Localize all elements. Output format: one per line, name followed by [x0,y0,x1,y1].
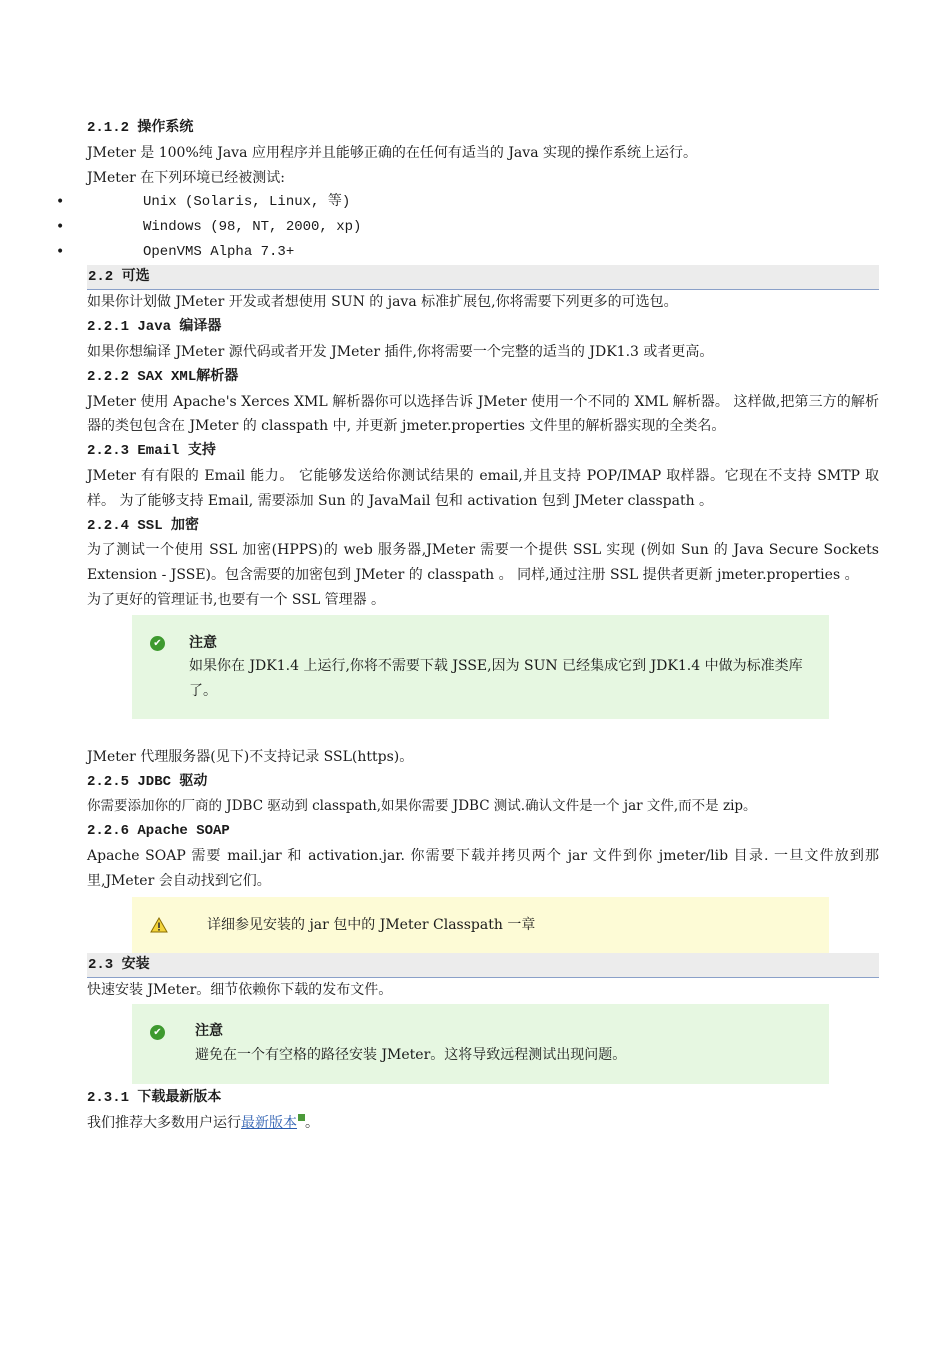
heading-2-2: 2.2 可选 [87,265,879,290]
note-title: 注意 [189,634,217,651]
paragraph: 如果你计划做 JMeter 开发或者想使用 SUN 的 java 标准扩展包,你将需要下列更多的可选包。 [87,294,678,311]
heading-2-2-3: 2.2.3 Email 支持 [87,443,216,460]
heading-2-1-2: 2.1.2 操作系统 [87,120,194,136]
paragraph: JMeter 有有限的 Email 能力。 它能够发送给你测试结果的 email,并且支持 POP/IMAP 取样器。它现在不支持 SMTP 取样。 为了能够支持 Email, 需要添加 Sun 的 JavaMail 包和 activation 包到 JMeter classpath 。 [87,467,879,509]
paragraph: 你需要添加你的厂商的 JDBC 驱动到 classpath,如果你需要 JDBC 测试.确认文件是一个 jar 文件,而不是 zip。 [87,798,757,815]
list-item: • OpenVMS Alpha 7.3+ [87,240,879,265]
heading-2-3: 2.3 安装 [87,953,879,978]
warning-box [132,897,829,953]
list-item: • Unix (Solaris, Linux, 等) [87,190,879,215]
heading-2-2-2: 2.2.2 SAX XML解析器 [87,368,239,385]
note-body: 避免在一个有空格的路径安装 JMeter。这将导致远程测试出现问题。 [195,1047,627,1064]
paragraph: JMeter 在下列环境已经被测试: [87,169,286,186]
paragraph: 快速安装 JMeter。细节依赖你下载的发布文件。 [87,981,393,998]
check-icon: ✔ [150,1025,165,1040]
bullet-icon: • [56,244,65,261]
paragraph: 我们推荐大多数用户运行最新版本 。 [87,1115,319,1132]
note-box [132,615,829,719]
external-link-icon [298,1114,305,1121]
note-title: 注意 [195,1023,223,1040]
document [56,116,879,1136]
paragraph: 如果你想编译 JMeter 源代码或者开发 JMeter 插件,你将需要一个完整的适当的 JDK1.3 或者更高。 [87,343,714,360]
bullet-icon: • [56,194,65,211]
note-box [132,1004,829,1084]
note-body: 如果你在 JDK1.4 上运行,你将不需要下载 JSSE,因为 SUN 已经集成它到 JDK1.4 中做为标准类库了。 [189,657,803,699]
heading-2-2-5: 2.2.5 JDBC 驱动 [87,773,208,790]
paragraph: JMeter 是 100%纯 Java 应用程序并且能够正确的在任何有适当的 Java 实现的操作系统上运行。 [87,144,697,161]
warning-body: 详细参见安装的 jar 包中的 JMeter Classpath 一章 [207,916,536,933]
check-icon: ✔ [150,636,165,651]
heading-2-2-4: 2.2.4 SSL 加密 [87,517,200,534]
paragraph: JMeter 使用 Apache's Xerces XML 解析器你可以选择告诉 JMeter 使用一个不同的 XML 解析器。 这样做,把第三方的解析器的类包包含在 JMeter 的 classpath 中, 并更新 jmeter.properties 文件里的解析器实现的全类名。 [87,393,879,435]
heading-2-2-6: 2.2.6 Apache SOAP [87,823,230,840]
bullet-icon: • [56,219,65,236]
list-item: • Windows (98, NT, 2000, xp) [87,215,879,240]
paragraph: 为了测试一个使用 SSL 加密(HPPS)的 web 服务器,JMeter 需要一个提供 SSL 实现 (例如 Sun 的 Java Secure Sockets Extension - JSSE)。包含需要的加密包到 JMeter 的 classpath 。 同样,通过注册 SSL 提供者更新 jmeter.properties 。 [87,542,879,584]
warning-icon [150,917,168,933]
paragraph: JMeter 代理服务器(见下)不支持记录 SSL(https)。 [87,748,414,765]
paragraph: 为了更好的管理证书,也要有一个 SSL 管理器 。 [87,591,386,608]
heading-2-3-1: 2.3.1 下载最新版本 [87,1090,222,1107]
heading-2-2-1: 2.2.1 Java 编译器 [87,319,222,336]
latest-version-link[interactable]: 最新版本 [241,1115,297,1132]
paragraph: Apache SOAP 需要 mail.jar 和 activation.jar. 你需要下载并拷贝两个 jar 文件到你 jmeter/lib 目录. 一旦文件放到那里,JMeter 会自动找到它们。 [87,847,879,889]
